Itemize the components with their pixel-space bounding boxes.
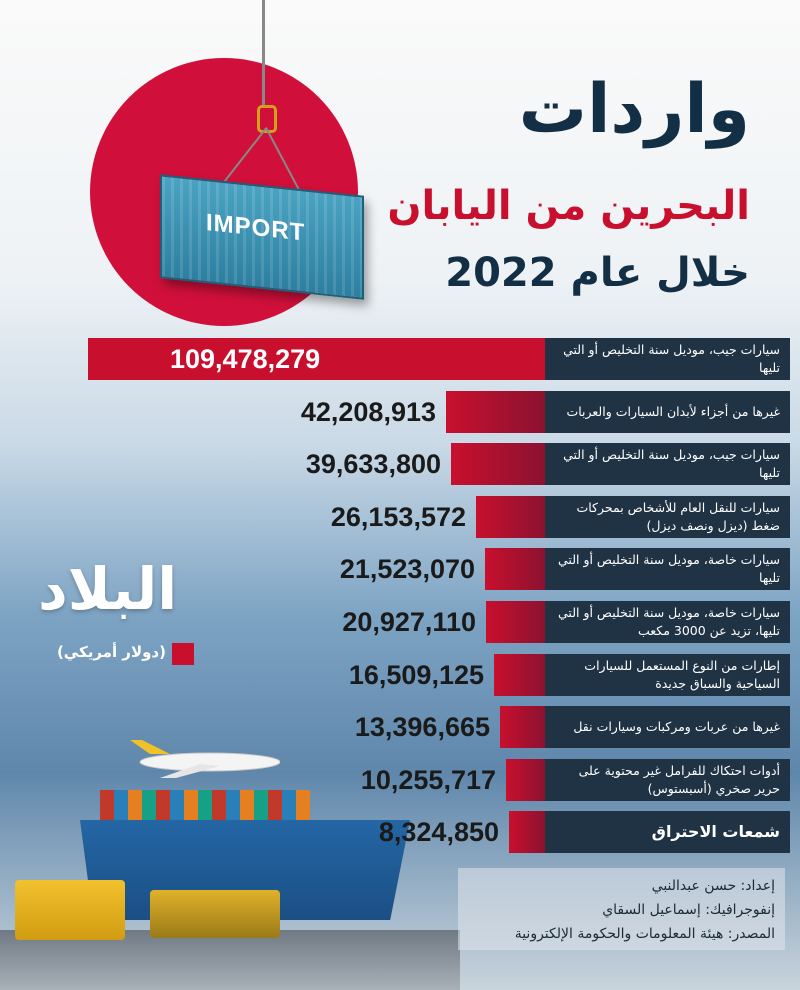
crane-cable (262, 0, 265, 108)
shipping-container-icon (160, 174, 364, 299)
credit-source: المصدر: هيئة المعلومات والحكومة الإلكترونية (514, 926, 775, 942)
credit-prepared: إعداد: حسن عبدالنبي (651, 878, 775, 894)
category-label: سيارات خاصة، موديل سنة التخليص أو التي تليها، تزيد عن 3000 مكعب (545, 601, 790, 643)
category-label: أدوات احتكاك للفرامل غير محتوية على حرير صخري (أسبستوس) (545, 759, 790, 801)
credits-box (458, 868, 785, 950)
albilad-logo: البلاد (38, 555, 178, 623)
truck-icon (15, 880, 125, 940)
bar-9 (509, 811, 545, 853)
bar-value-label: 26,153,572 (330, 502, 466, 532)
bar-value-label: 13,396,665 (354, 712, 490, 742)
category-label: غيرها من أجزاء لأبدان السيارات والعربات (545, 391, 790, 433)
airplane-icon (90, 740, 280, 780)
bar-value-label: 20,927,110 (342, 607, 476, 637)
bar-3 (476, 496, 545, 538)
category-label: سيارات للنقل العام للأشخاص بمحركات ضغط (ديزل ونصف ديزل) (545, 496, 790, 538)
bar-8 (506, 759, 545, 801)
category-label: شمعات الاحتراق (545, 811, 790, 853)
category-label: سيارات جيب، موديل سنة التخليص أو التي تليها (545, 443, 790, 485)
category-label: سيارات جيب، موديل سنة التخليص أو التي تليها (545, 338, 790, 380)
category-label: إطارات من النوع المستعمل للسيارات السياحية والسباق جديدة (545, 654, 790, 696)
bar-value-label: 10,255,717 (360, 765, 496, 795)
bar-value-label: 109,478,279 (170, 344, 321, 374)
container-label: IMPORT (206, 209, 306, 247)
bar-value-label: 8,324,850 (378, 817, 499, 847)
category-label: سيارات خاصة، موديل سنة التخليص أو التي تليها (545, 548, 790, 590)
bar-value-label: 16,509,125 (348, 660, 484, 690)
page-title: واردات (518, 70, 750, 149)
bar-4 (485, 548, 545, 590)
train-icon (150, 890, 280, 938)
bar-2 (451, 443, 545, 485)
bar-value-label: 21,523,070 (339, 554, 475, 584)
bar-7 (500, 706, 545, 748)
bar-6 (494, 654, 545, 696)
bar-5 (486, 601, 545, 643)
page-year: خلال عام 2022 (445, 250, 750, 296)
page-subtitle: البحرين من اليابان (387, 183, 750, 229)
legend-swatch (172, 643, 194, 665)
credit-infographic: إنفوجرافيك: إسماعيل السقاي (602, 902, 775, 918)
bar-1 (446, 391, 545, 433)
bar-value-label: 39,633,800 (305, 449, 441, 479)
legend-label: (دولار أمريكي) (56, 643, 166, 661)
category-label: غيرها من عربات ومركبات وسيارات نقل (545, 706, 790, 748)
bar-value-label: 42,208,913 (300, 397, 436, 427)
